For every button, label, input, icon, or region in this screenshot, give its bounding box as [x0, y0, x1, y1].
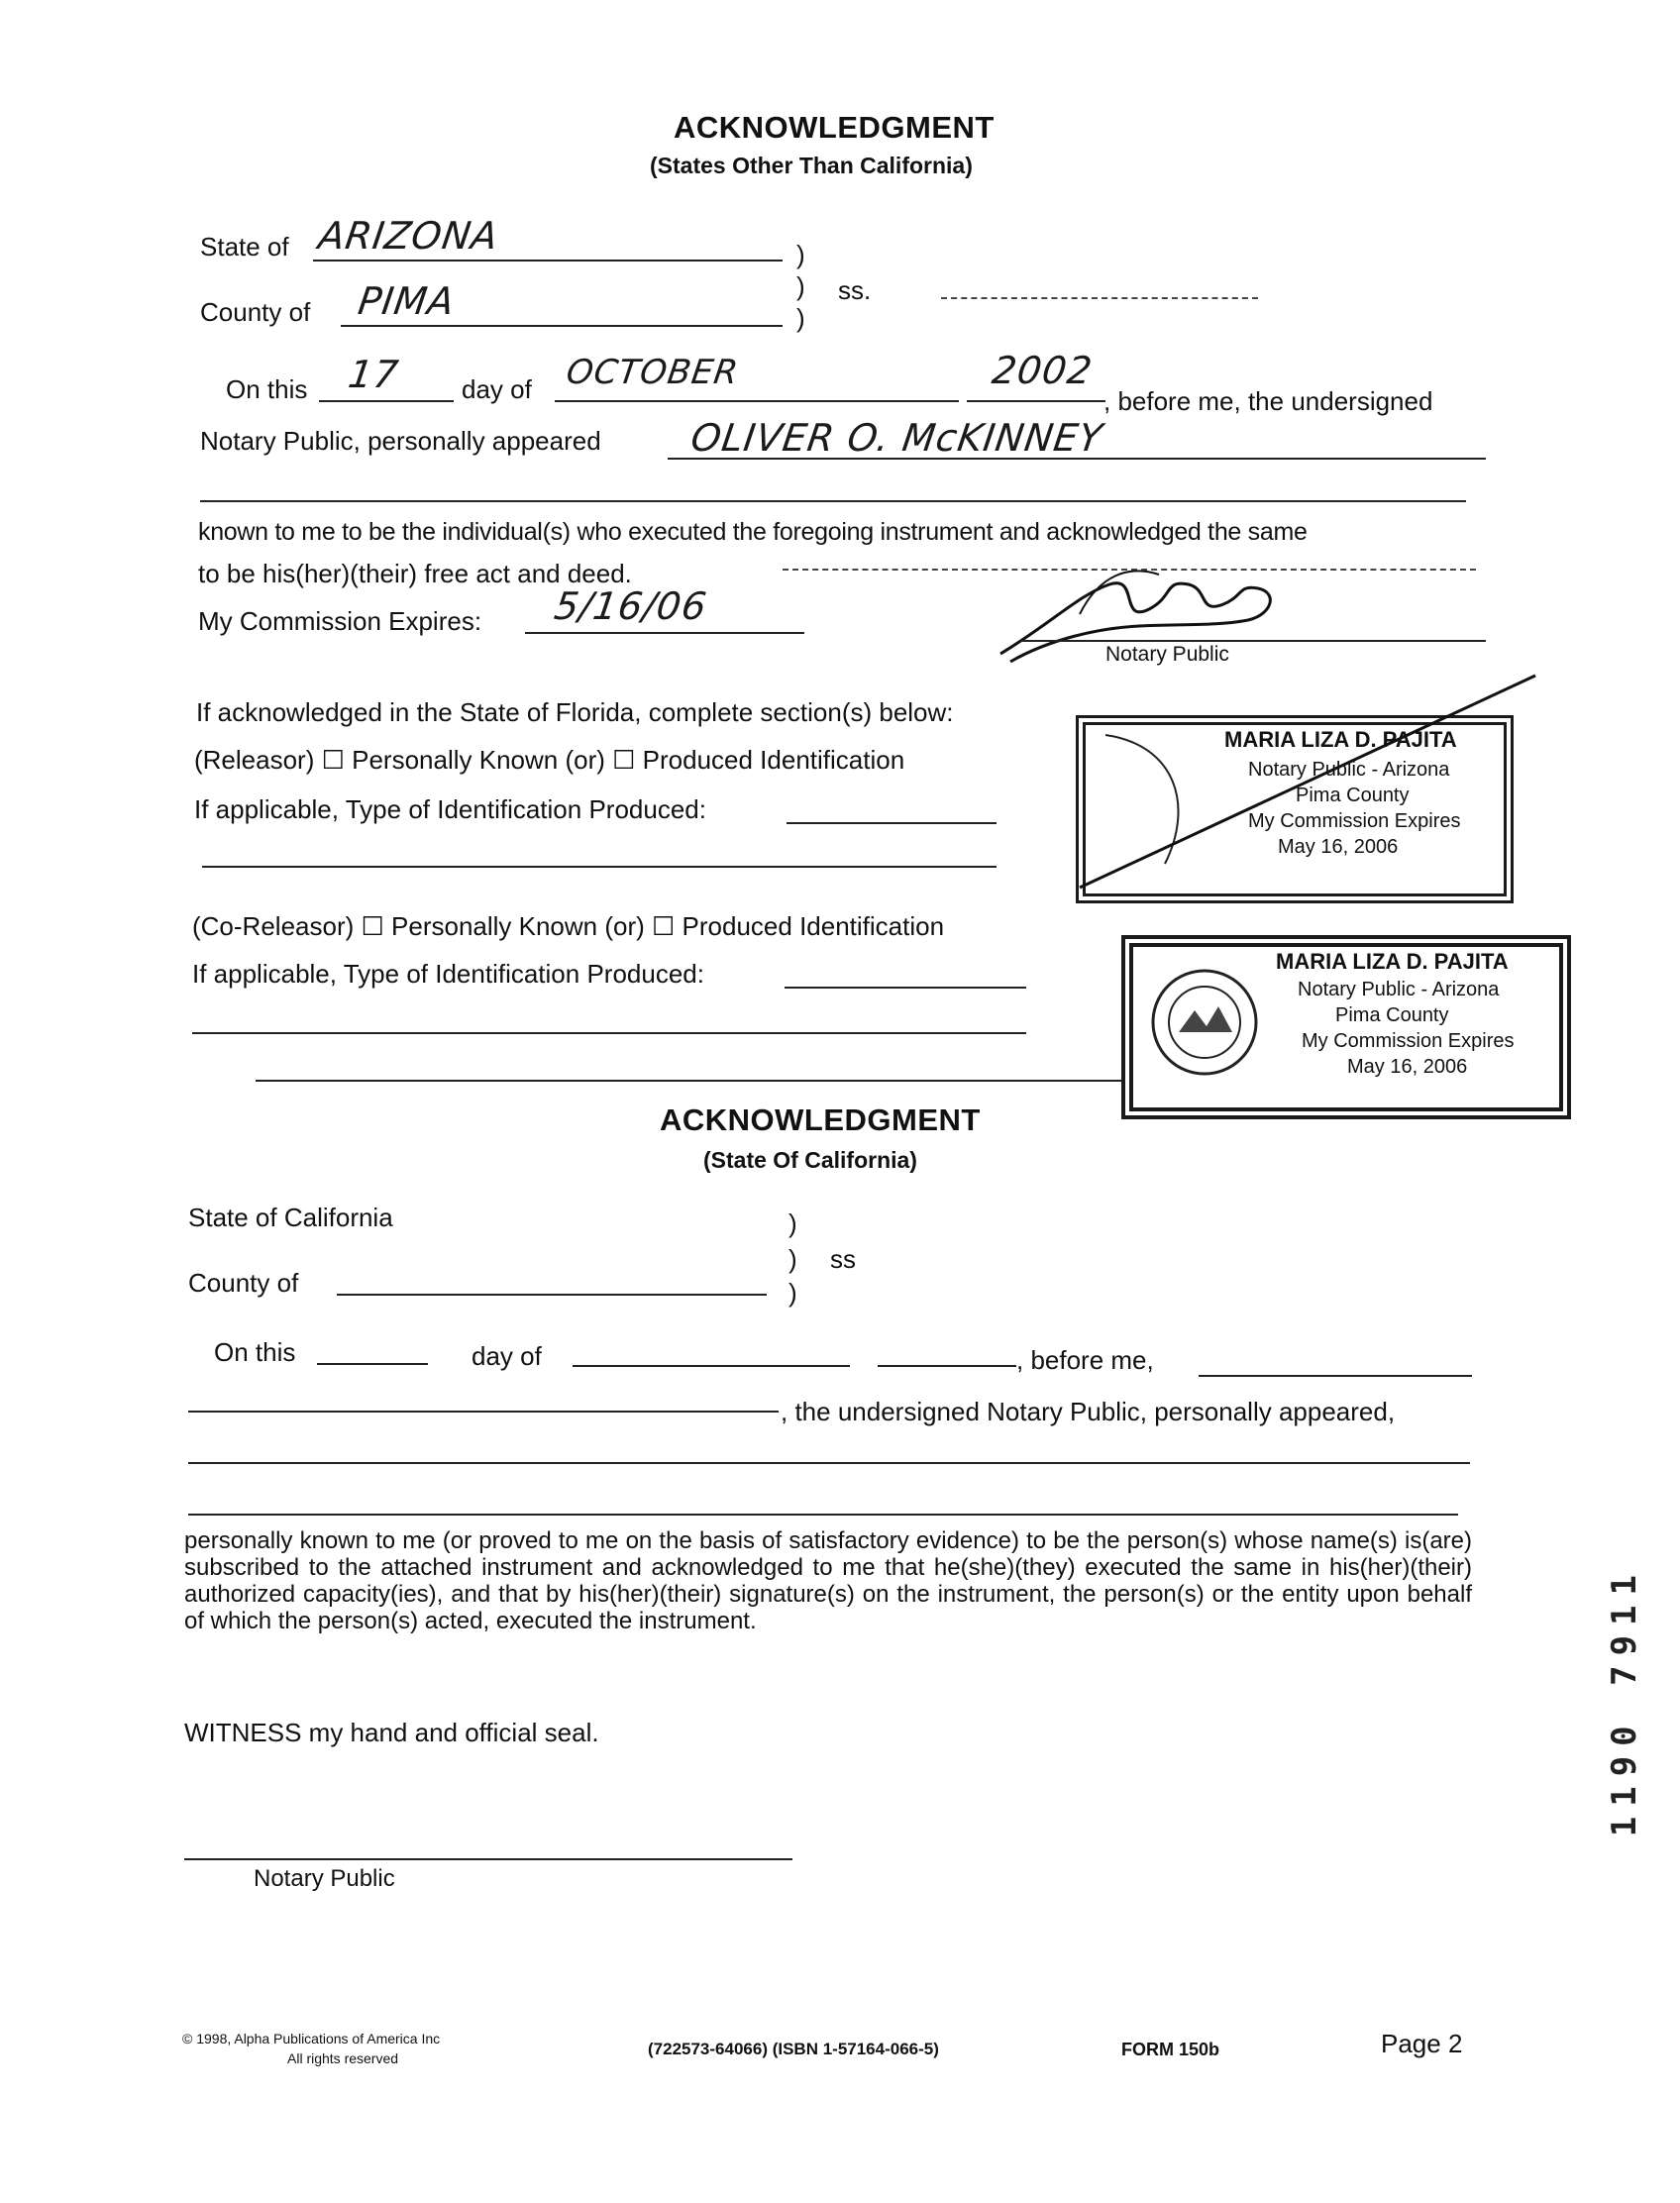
stamp2-name: MARIA LIZA D. PAJITA: [1276, 949, 1509, 974]
state-value: ARIZONA: [315, 214, 502, 258]
isbn-text: (722573-64066) (ISBN 1-57164-066-5): [648, 2040, 939, 2058]
id-type-line3: [785, 987, 1026, 989]
notary-public-label: Notary Public: [1105, 643, 1229, 666]
before-me-label: , before me, the undersigned: [1103, 386, 1433, 416]
notary-appeared-label: Notary Public, personally appeared: [200, 426, 601, 456]
county-label: County of: [200, 297, 311, 327]
stamp2-line3: My Commission Expires: [1302, 1030, 1515, 1052]
id-type-line: [787, 822, 997, 824]
state-line: [313, 260, 783, 262]
id-type-line4: [192, 1032, 1026, 1034]
section2-subtitle: (State Of California): [703, 1147, 917, 1173]
commission-line: [525, 632, 804, 634]
free-act-text: to be his(her)(their) free act and deed.: [198, 559, 632, 588]
ca-name-line: [188, 1411, 779, 1413]
ca-ss-label: ss: [830, 1244, 856, 1274]
bracket: ): [788, 1278, 797, 1308]
witness-text: WITNESS my hand and official seal.: [184, 1718, 599, 1747]
ca-signature-line: [184, 1858, 792, 1860]
signature-line: [1020, 640, 1486, 642]
strike-line: [1070, 670, 1545, 897]
person-line: [668, 458, 1486, 460]
bracket: ): [788, 1244, 797, 1274]
ca-paragraph: personally known to me (or proved to me on the basis of satisfactory evidence) to be the person(s) whose name(s) is(are) subscribed to the attached instrument and acknowledged to me that he(she)(they) executed the same in his(her)(their) authorized capacity(ies), and that by his(her)(their) signature(s) on the instrument, the person(s) or the entity upon behalf of which the person(s) acted, executed the instrument.: [184, 1527, 1472, 1634]
ss-label: ss.: [838, 275, 872, 305]
ca-state-label: State of California: [188, 1203, 393, 1232]
ca-month-line: [573, 1365, 850, 1367]
stamp2-line1: Notary Public - Arizona: [1298, 979, 1500, 1000]
ca-before-line: [1199, 1375, 1472, 1377]
month-line: [555, 400, 959, 402]
stamp1-line1: Notary Public - Arizona: [1248, 759, 1450, 781]
year-line: [967, 400, 1105, 402]
county-value: PIMA: [355, 279, 458, 323]
ca-county-label: County of: [188, 1268, 299, 1298]
notary-stamp-2: [1121, 935, 1571, 1119]
ss-dashed-line: [941, 297, 1258, 299]
section1-title: ACKNOWLEDGMENT: [674, 110, 995, 145]
day-of-label: day of: [462, 374, 532, 404]
form-number: FORM 150b: [1121, 2040, 1220, 2059]
stamp1-line4: May 16, 2006: [1278, 836, 1399, 858]
on-this-label: On this: [226, 374, 308, 404]
person-value: OLIVER O. McKINNEY: [687, 416, 1106, 460]
year-value: 2002: [989, 349, 1096, 392]
month-value: OCTOBER: [564, 353, 742, 392]
bracket: ): [796, 240, 805, 269]
stamp2-line2: Pima County: [1335, 1004, 1449, 1026]
ca-year-line: [878, 1365, 1016, 1367]
day-value: 17: [345, 353, 402, 396]
margin-number: 1190 7911: [1605, 1565, 1644, 1837]
ca-day-of: day of: [472, 1341, 542, 1371]
state-seal-icon: [1145, 963, 1264, 1082]
state-label: State of: [200, 232, 289, 262]
stamp1-name: MARIA LIZA D. PAJITA: [1224, 727, 1457, 752]
stamp2-line4: May 16, 2006: [1347, 1056, 1468, 1078]
stamp1-line2: Pima County: [1296, 785, 1410, 806]
section1-subtitle: (States Other Than California): [650, 153, 973, 178]
copyright-line2: All rights reserved: [287, 2050, 399, 2066]
blank-line: [200, 500, 1466, 502]
ca-notary-public: Notary Public: [254, 1865, 395, 1892]
commission-value: 5/16/06: [551, 584, 710, 628]
releasor-options: (Releasor) ☐ Personally Known (or) ☐ Produced Identification: [194, 745, 905, 775]
ca-county-line: [337, 1294, 767, 1296]
long-line: [256, 1080, 1208, 1082]
page-number: Page 2: [1381, 2029, 1463, 2058]
ca-undersigned: , the undersigned Notary Public, personally appeared,: [781, 1397, 1396, 1426]
known-text: known to me to be the individual(s) who executed the foregoing instrument and acknowledged the same: [198, 518, 1308, 546]
id-type-line2: [202, 866, 997, 868]
bracket: ): [788, 1208, 797, 1238]
id-type-label: If applicable, Type of Identification Produced:: [194, 794, 706, 824]
section2-title: ACKNOWLEDGMENT: [660, 1102, 981, 1137]
id-type-label2: If applicable, Type of Identification Produced:: [192, 959, 704, 989]
commission-label: My Commission Expires:: [198, 606, 482, 636]
bracket: ): [796, 271, 805, 301]
ca-on-this: On this: [214, 1337, 296, 1367]
county-line: [341, 325, 783, 327]
coreleasor-options: (Co-Releasor) ☐ Personally Known (or) ☐ Produced Identification: [192, 911, 945, 941]
day-line: [319, 400, 454, 402]
copyright-line1: © 1998, Alpha Publications of America Inc: [182, 2031, 441, 2046]
ca-blank-line1: [188, 1462, 1470, 1464]
ca-before-me: , before me,: [1016, 1345, 1154, 1375]
bracket: ): [796, 303, 805, 333]
stamp1-line3: My Commission Expires: [1248, 810, 1461, 832]
ca-day-line: [317, 1363, 428, 1365]
ca-blank-line2: [188, 1514, 1458, 1516]
florida-intro: If acknowledged in the State of Florida, complete section(s) below:: [196, 697, 954, 727]
